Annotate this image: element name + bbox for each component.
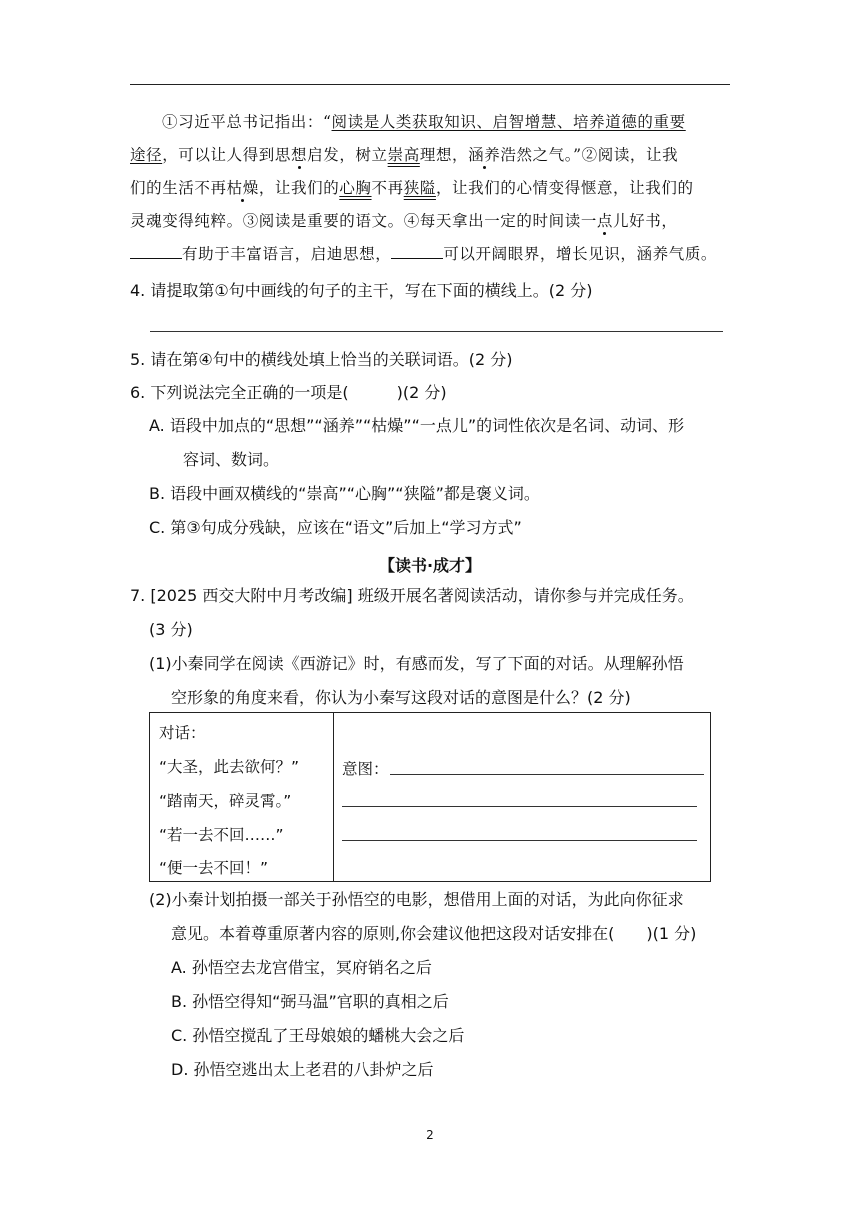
question-7: 7. [2025 西交大附中月考改编] 班级开展名著阅读活动，请你参与并完成任务。 xyxy=(130,586,694,605)
underlined-sentence: 途径 xyxy=(130,146,163,164)
passage-text: 不再 xyxy=(371,179,404,197)
q6-option-c: C. 第③句成分残缺，应该在“语文”后加上“学习方式” xyxy=(149,518,522,537)
q6-option-b: B. 语段中画双横线的“崇高”“心胸”“狭隘”都是褒义词。 xyxy=(149,484,540,503)
dialog-line: “若一去不回……” xyxy=(159,826,284,844)
page-number: 2 xyxy=(426,1128,434,1142)
header-rule xyxy=(130,84,730,85)
answer-line-intent[interactable] xyxy=(390,774,704,775)
q7-option-a: A. 孙悟空去龙宫借宝，冥府销名之后 xyxy=(171,958,432,977)
dotted-word: 想 xyxy=(291,146,308,164)
intent-cell xyxy=(334,713,711,882)
passage-text: 们的生活不再 xyxy=(130,179,227,197)
passage-text: 启发，树立 xyxy=(307,146,388,164)
dialog-line: “便一去不回！” xyxy=(159,859,269,877)
dialog-line: 对话： xyxy=(159,724,206,742)
passage-line-1 xyxy=(130,112,762,132)
question-4: 4. 请提取第①句中画线的句子的主干，写在下面的横线上。(2 分) xyxy=(130,281,593,300)
dotted-word: 涵养 xyxy=(468,146,501,164)
passage-line-3 xyxy=(130,178,730,198)
passage-text: 有助于丰富语言，启迪思想， xyxy=(182,245,392,263)
dialog-cell xyxy=(150,713,334,882)
q6-option-a: A. 语段中加点的“思想”“涵养”“枯燥”“一点儿”的词性依次是名词、动词、形 xyxy=(149,416,685,435)
passage-text: ，让我们的 xyxy=(258,179,340,197)
question-6: 6. 下列说法完全正确的一项是( )(2 分) xyxy=(130,383,447,402)
question-5: 5. 请在第④句中的横线处填上恰当的关联词语。(2 分) xyxy=(130,350,513,369)
q7-option-b: B. 孙悟空得知“弼马温”官职的真相之后 xyxy=(171,992,449,1011)
q7-sub1-line2: 空形象的角度来看，你认为小秦写这段对话的意图是什么？(2 分) xyxy=(171,688,631,707)
double-underlined-word: 崇高 xyxy=(387,146,420,164)
passage-text: 灵魂变得纯粹。③阅读是重要的语文。④每天拿出一定的时间读 xyxy=(130,212,581,230)
section-title: 【读书·成才】 xyxy=(378,556,482,575)
passage-text: ①习近平总书记指出：“ xyxy=(162,113,332,131)
passage-text: ，让我们的心情变得惬意，让我们的 xyxy=(435,179,694,197)
q7-option-c: C. 孙悟空搅乱了王母娘娘的蟠桃大会之后 xyxy=(171,1026,465,1045)
q7-option-d: D. 孙悟空逃出太上老君的八卦炉之后 xyxy=(171,1060,434,1079)
passage-text: 好书， xyxy=(629,212,678,230)
q6-option-a-cont: 容词、数词。 xyxy=(183,450,280,469)
q7-sub2-line1: (2)小秦计划拍摄一部关于孙悟空的电影，想借用上面的对话，为此向你征求 xyxy=(149,890,684,909)
answer-line-intent[interactable] xyxy=(342,840,697,841)
dotted-word: 一点儿 xyxy=(580,212,630,230)
intent-label: 意图： xyxy=(342,760,389,778)
question-7-score: (3 分) xyxy=(149,620,193,639)
passage-line-5 xyxy=(130,244,730,264)
dialog-table xyxy=(149,712,711,882)
dialog-line: “大圣，此去欲何？” xyxy=(159,758,300,776)
q7-sub2-line2: 意见。本着尊重原著内容的原则,你会建议他把这段对话安排在( )(1 分) xyxy=(171,924,697,943)
double-underlined-word: 狭隘 xyxy=(403,179,436,197)
passage-line-2 xyxy=(130,145,730,165)
passage-text: 理想， xyxy=(419,146,469,164)
dotted-word: 枯燥 xyxy=(226,179,259,197)
passage-text: 浩然之气。”②阅读，让我 xyxy=(500,146,679,164)
double-underlined-word: 心胸 xyxy=(339,179,372,197)
fill-blank[interactable] xyxy=(391,244,443,259)
answer-line-intent[interactable] xyxy=(342,806,697,807)
answer-line-q4[interactable] xyxy=(150,331,723,332)
passage-line-4 xyxy=(130,211,730,231)
q7-sub1-line1: (1)小秦同学在阅读《西游记》时，有感而发，写了下面的对话。从理解孙悟 xyxy=(149,654,684,673)
passage-text: 可以开阔眼界，增长见识，涵养气质。 xyxy=(443,245,718,263)
fill-blank[interactable] xyxy=(130,244,182,259)
passage-text: ，可以让人得到思 xyxy=(162,146,292,164)
dialog-line: “踏南天，碎灵霄。” xyxy=(159,792,292,810)
underlined-sentence: 阅读是人类获取知识、启智增慧、培养道德的重要 xyxy=(331,113,686,131)
